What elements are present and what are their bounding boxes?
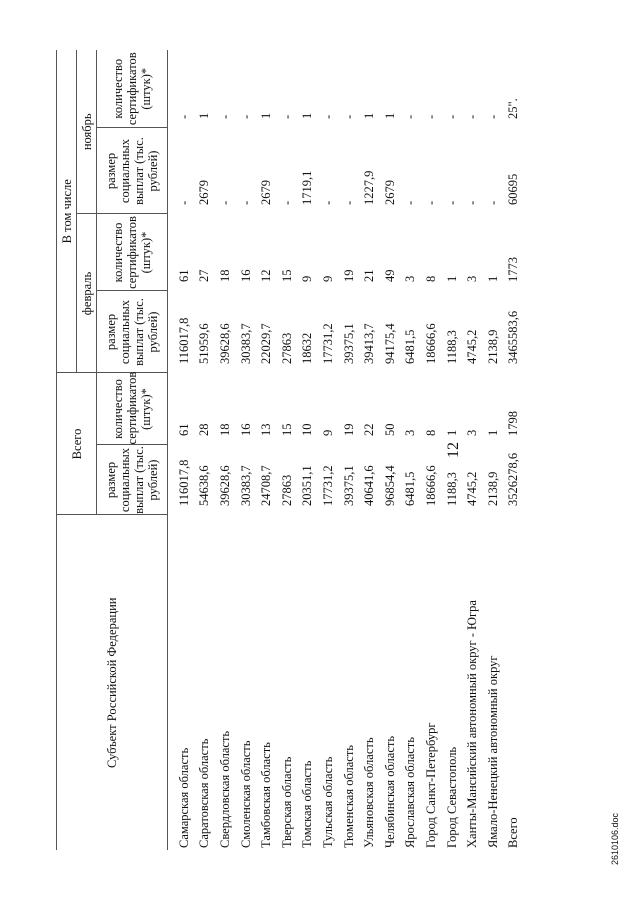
feb-amount-cell: 39413,7	[362, 323, 377, 364]
feb-amount-cell: 22029,7	[259, 323, 274, 364]
nov-amount-header: размер социальных выплат (тыс. рублей)	[97, 128, 168, 214]
nov-count-cell: 25".	[506, 98, 521, 119]
table-row	[298, 50, 319, 850]
total-count-header: количество сертификатов (штук)*	[97, 373, 168, 445]
total-count-cell: 61	[176, 423, 191, 436]
total-amount-cell: 18666,6	[423, 465, 438, 506]
feb-amount-cell: 116017,8	[176, 317, 191, 364]
subject-cell: Всего	[506, 817, 521, 848]
nov-amount-cell: -	[238, 200, 253, 205]
subject-cell: Смоленская область	[238, 740, 253, 848]
table-row	[318, 50, 339, 850]
feb-amount-cell: 1188,3	[444, 330, 459, 364]
nov-count-cell: -	[485, 114, 500, 119]
table-row	[483, 50, 504, 850]
subject-header: Субъект Российской Федерации	[57, 515, 168, 850]
page-number: 12	[445, 442, 462, 458]
subject-cell: Самарская область	[176, 747, 191, 848]
feb-amount-cell: 27863	[279, 332, 294, 364]
total-count-cell: 1	[485, 429, 500, 436]
subject-cell: Тамбовская область	[259, 742, 274, 848]
feb-count-cell: 21	[362, 269, 377, 282]
nov-amount-cell: -	[444, 200, 459, 205]
nov-count-cell: -	[423, 114, 438, 119]
feb-count-cell: 15	[279, 269, 294, 282]
subject-cell: Ярославская область	[403, 737, 418, 848]
table-row	[256, 50, 277, 850]
feb-count-cell: 19	[341, 269, 356, 282]
feb-amount-cell: 39628,6	[217, 323, 232, 364]
nov-count-cell: -	[176, 114, 191, 119]
nov-amount-cell: -	[176, 200, 191, 205]
total-amount-cell: 27863	[279, 474, 294, 506]
feb-amount-cell: 51959,6	[197, 323, 212, 364]
nov-amount-cell: -	[465, 200, 480, 205]
in-that-header: В том числе	[57, 50, 77, 373]
total-amount-cell: 3526278,6	[506, 452, 521, 506]
nov-amount-cell: -	[320, 200, 335, 205]
feb-count-cell: 1773	[506, 257, 521, 282]
table-row	[462, 50, 483, 850]
table-row	[421, 50, 442, 850]
total-amount-cell: 96854,4	[382, 465, 397, 506]
nov-amount-cell: -	[217, 200, 232, 205]
total-count-cell: 19	[341, 423, 356, 436]
total-count-cell: 1	[444, 429, 459, 436]
table-row	[442, 50, 463, 850]
feb-count-cell: 49	[382, 269, 397, 282]
nov-count-cell: 1	[259, 112, 274, 119]
total-amount-cell: 20351,1	[300, 465, 315, 506]
total-amount-cell: 17731,2	[320, 465, 335, 506]
table-row	[168, 50, 195, 850]
nov-count-cell: -	[238, 114, 253, 119]
feb-count-cell: 1	[444, 275, 459, 282]
feb-amount-cell: 4745,2	[465, 329, 480, 364]
subject-cell: Саратовская область	[197, 738, 212, 848]
nov-amount-cell: 1719,1	[300, 170, 315, 205]
feb-amount-cell: 18666,6	[423, 323, 438, 364]
total-count-cell: 50	[382, 423, 397, 436]
nov-amount-cell: -	[341, 200, 356, 205]
feb-count-cell: 12	[259, 269, 274, 282]
feb-amount-header: размер социальных выплат (тыс. рублей)	[97, 291, 168, 373]
feb-count-cell: 9	[320, 275, 335, 282]
subject-cell: Тверская область	[279, 756, 294, 848]
feb-count-cell: 1	[485, 275, 500, 282]
subject-cell: Томская область	[300, 760, 315, 848]
total-amount-header: размер социальных выплат (тыс. рублей)	[97, 445, 168, 515]
table-row	[380, 50, 401, 850]
feb-amount-cell: 3465583,6	[506, 310, 521, 364]
feb-count-cell: 8	[423, 275, 438, 282]
nov-amount-cell: 2679	[259, 180, 274, 205]
total-amount-cell: 2138,9	[485, 471, 500, 506]
nov-count-cell: 1	[300, 112, 315, 119]
subject-cell: Свердловская область	[217, 730, 232, 848]
total-count-cell: 3	[403, 429, 418, 436]
subject-cell: Ямало-Ненецкий автономный округ	[485, 655, 500, 848]
feb-count-cell: 18	[217, 269, 232, 282]
feb-amount-cell: 18632	[300, 332, 315, 364]
feb-count-cell: 16	[238, 269, 253, 282]
table-row	[401, 50, 422, 850]
total-count-cell: 15	[279, 423, 294, 436]
nov-amount-cell: 60695	[506, 173, 521, 205]
total-count-cell: 22	[362, 423, 377, 436]
nov-count-cell: 1	[362, 112, 377, 119]
subject-cell: Ханты-Мансийский автономный округ - Югра	[465, 600, 480, 848]
table-row	[339, 50, 360, 850]
total-amount-cell: 30383,7	[238, 465, 253, 506]
nov-amount-cell: -	[423, 200, 438, 205]
feb-count-cell: 61	[176, 269, 191, 282]
nov-count-cell: -	[403, 114, 418, 119]
total-amount-cell: 4745,2	[465, 471, 480, 506]
total-count-cell: 3	[465, 429, 480, 436]
table-row	[236, 50, 257, 850]
total-count-cell: 1798	[506, 411, 521, 436]
total-count-cell: 13	[259, 423, 274, 436]
table-body	[168, 50, 525, 850]
total-amount-cell: 39375,1	[341, 465, 356, 506]
feb-amount-cell: 17731,2	[320, 323, 335, 364]
nov-amount-cell: 2679	[382, 180, 397, 205]
feb-amount-cell: 39375,1	[341, 323, 356, 364]
table-row	[359, 50, 380, 850]
total-count-cell: 10	[300, 423, 315, 436]
subject-cell: Челябинская область	[382, 735, 397, 848]
doc-filename: 2610106.doc	[610, 812, 620, 865]
total-amount-cell: 116017,8	[176, 459, 191, 506]
nov-amount-cell: -	[403, 200, 418, 205]
table-row	[195, 50, 216, 850]
feb-count-cell: 3	[465, 275, 480, 282]
nov-count-cell: 1	[197, 112, 212, 119]
feb-count-cell: 3	[403, 275, 418, 282]
total-amount-cell: 24708,7	[259, 465, 274, 506]
total-count-cell: 18	[217, 423, 232, 436]
total-count-cell: 9	[320, 429, 335, 436]
feb-count-cell: 27	[197, 269, 212, 282]
total-amount-cell: 39628,6	[217, 465, 232, 506]
table-row	[215, 50, 236, 850]
subject-cell: Город Санкт-Петербург	[423, 722, 438, 848]
feb-amount-cell: 6481,5	[403, 329, 418, 364]
nov-count-cell: 1	[382, 112, 397, 119]
total-amount-cell: 6481,5	[403, 471, 418, 506]
table-row	[504, 50, 525, 850]
subject-cell: Ульяновская область	[362, 737, 377, 848]
subject-cell: Город Севастополь	[444, 746, 459, 848]
nov-count-cell: -	[320, 114, 335, 119]
nov-count-cell: -	[217, 114, 232, 119]
total-count-cell: 16	[238, 423, 253, 436]
total-amount-cell: 1188,3	[444, 472, 459, 506]
nov-count-header: количество сертификатов (штук)*	[97, 50, 168, 128]
feb-amount-cell: 30383,7	[238, 323, 253, 364]
data-table	[56, 50, 524, 850]
total-amount-cell: 40641,6	[362, 465, 377, 506]
total-header: Всего	[57, 373, 97, 515]
nov-amount-cell: -	[485, 200, 500, 205]
nov-count-cell: -	[341, 114, 356, 119]
subject-cell: Тульская область	[320, 756, 335, 848]
nov-amount-cell: 1227,9	[362, 170, 377, 205]
feb-header: февраль	[77, 214, 97, 373]
feb-count-header: количество сертификатов (штук)*	[97, 214, 168, 291]
feb-amount-cell: 94175,4	[382, 323, 397, 364]
subject-cell: Тюменская область	[341, 745, 356, 848]
total-count-cell: 28	[197, 423, 212, 436]
nov-header: ноябрь	[77, 50, 97, 214]
nov-amount-cell: -	[279, 200, 294, 205]
feb-count-cell: 9	[300, 275, 315, 282]
total-count-cell: 8	[423, 429, 438, 436]
nov-count-cell: -	[465, 114, 480, 119]
feb-amount-cell: 2138,9	[485, 329, 500, 364]
nov-amount-cell: 2679	[197, 180, 212, 205]
total-amount-cell: 54638,6	[197, 465, 212, 506]
nov-count-cell: -	[444, 114, 459, 119]
table-row	[277, 50, 298, 850]
nov-count-cell: -	[279, 114, 294, 119]
